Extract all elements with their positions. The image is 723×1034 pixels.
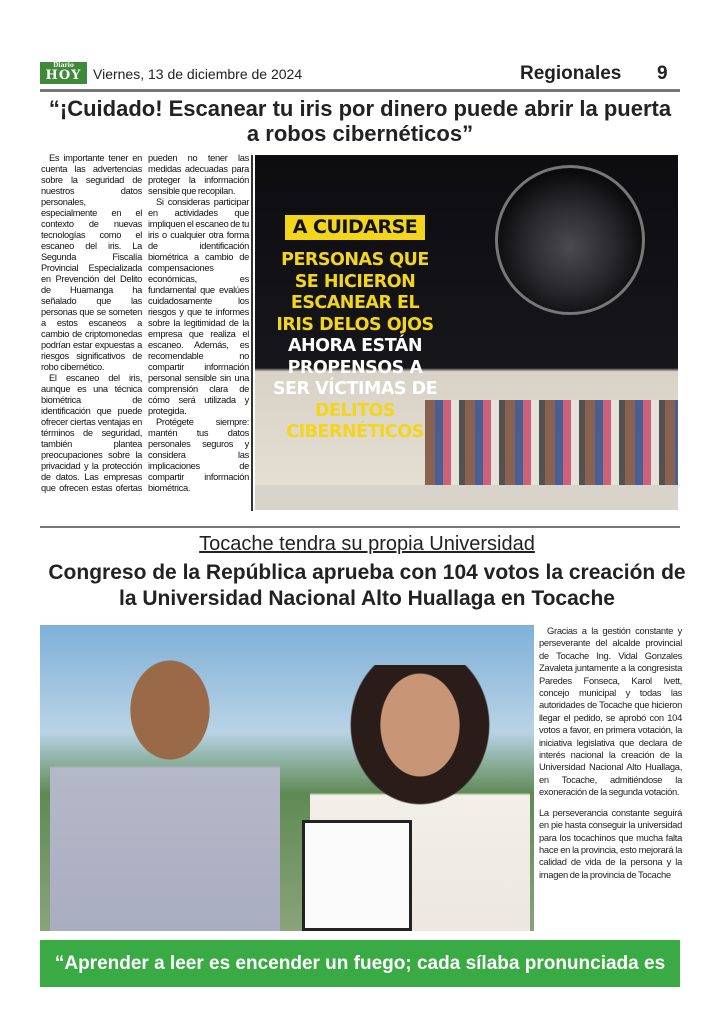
column-divider — [251, 155, 253, 511]
paragraph: La perseverancia constante seguirá en pie hasta conseguir la universidad para los tocachinos que mucha falta hace en la provincia, esto mejorará la calidad de vida de la persona y la imagen de la provincia de Tocache — [539, 806, 682, 880]
framed-document — [302, 820, 412, 931]
paragraph: Si consideras participar en actividades que impliquen el escaneo de tu iris o cualquier otra forma de identificación biométrica a cambio de compensaciones económicas, es fundamental que evalúes cuidadosamente los riesgos y que te informes sobre la legitimidad de la empresa que realiza el escaneo. Además, es recomendable no compartir información personal sensible sin una comprensión clara de cómo será utilizada y protegida. — [148, 197, 249, 416]
overlay-badge: A CUIDARSE — [285, 215, 426, 240]
section-rule — [40, 526, 680, 528]
paragraph: Protégete siempre: mantén tus datos personales seguros y considera las implicaciones de compartir información biométrica. — [148, 417, 249, 493]
section-name: Regionales — [520, 63, 622, 84]
man-figure — [50, 655, 280, 931]
article1-body — [41, 153, 249, 494]
paragraph: Gracias a la gestión constante y perseverante del alcalde provincial de Tocache Ing. Vidal Gonzales Zavaleta juntamente a la congresista Paredes Fonseca, Karol Ivett, concejo municipal y todas las autoridades de Tocache que hicieron llegar el pedido, se aprobó con 104 votos a favor, en primera votación, la iniciativa legislativa que declara de interés nacional la creación de la Universidad Nacional Alto Huallaga, en Tocache, admitiéndose la exoneración de la segunda votación. — [539, 625, 682, 798]
photo-overlay-text — [270, 215, 440, 444]
article2-photo — [40, 625, 534, 931]
newspaper-logo — [40, 62, 87, 84]
page-number: 9 — [657, 63, 668, 84]
logo-big-text: HOY — [45, 68, 82, 83]
overlay-line: PERSONAS QUE SE HICIERON ESCANEAR EL IRIS DELOS OJOS — [276, 250, 434, 335]
issue-date: Viernes, 13 de diciembre de 2024 — [93, 66, 303, 82]
camera-lens-image — [495, 165, 645, 315]
header-rule — [40, 89, 680, 92]
sidewalk-image — [255, 485, 678, 510]
paragraph: Es importante tener en cuenta las advertencias sobre la seguridad de nuestros datos personales, especialmente en el contexto de nuevas tecnologías como el escaneo del iris. La Segunda Fiscalía Provincial Especializada en Prevención del Delito de Huamanga ha señalado que las personas que se someten a estos escaneos a cambio de criptomonedas podrían estar expuestas a riesgos significativos de robo cibernético. — [41, 153, 142, 372]
article2-kicker: Tocache tendra su propia Universidad — [199, 533, 535, 555]
article2-headline: Congreso de la República aprueba con 104 votos la creación de la Universidad Nacional Alto Huallaga en Tocache — [48, 561, 686, 610]
article1-headline: “¡Cuidado! Escanear tu iris por dinero puede abrir la puerta a robos cibernéticos” — [48, 96, 672, 146]
overlay-line: DELITOS CIBERNÉTICOS — [286, 400, 424, 442]
article1-photo — [255, 155, 678, 510]
logo-small-text: Diario — [53, 62, 74, 69]
paragraph: El escaneo del iris, aunque es una técnica biométrica de identificación que puede ofrecer ciertas ventajas en términos de seguridad, también plantea preocupaciones sobre la privacidad y la protección de datos. Las empresas que ofrecen estas ofertas pueden no tener las medidas adecuadas para proteger la información sensible que recopilan. — [41, 153, 249, 493]
quote-banner: “Aprender a leer es encender un fuego; cada sílaba pronunciada es una chispa”. — [40, 940, 680, 987]
overlay-line: AHORA ESTÁN PROPENSOS A SER VÍCTIMAS DE — [272, 336, 438, 399]
article2-body — [539, 625, 682, 889]
